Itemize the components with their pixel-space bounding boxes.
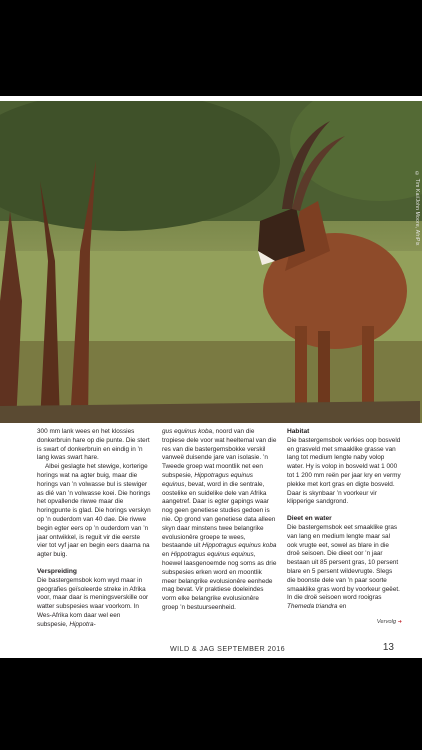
paragraph: Albei geslagte het stewige, korterige horings wat na agter buig, maar die horings van ’n volwasse bul is stewiger as dié van ’n volwasse koei. Die horings het opvallende riwwe maar die horingpunte is glad. Die horings verskyn op ’n ouderdom van 40 dae. Die riwwe begin egter eers op ’n ouderdom van ’n jaar ontwikkel, is reguit vir die eerste vier tot vyf jaar en begin eers daarna na agter buig. [37,463,151,559]
antelope-leg-3 [362,326,374,411]
heading-verspreiding: Verspreiding [37,567,77,575]
heading-habitat: Habitat [287,428,310,435]
page-number: 13 [382,642,394,653]
heading-dieet-en-water: Dieet en water [287,515,332,523]
antelope-leg [295,326,307,411]
column-3 [287,428,402,625]
column-2 [162,428,277,613]
paragraph: Die bastergemsbok eet smaaklike gras van lang en medium lengte maar sal ook vrugte eet, sowel as blare in die droë seisoen. Die dieet oor ’n jaar bestaan uit 85 persent gras, 10 persent blare en 5 persent wildevrugte. Slegs die boonste dele van ’n paar soorte smaaklike gras word by voorkeur geëet. In die droë seisoen word rooigras Themeda triandra en [287,523,400,611]
magazine-page [0,96,422,658]
photo-illustration [0,101,422,423]
photo-credit: © Tim Kai/John Moore, AfriPix [414,171,420,246]
paragraph: Die bastergemsbok kom wyd maar in geografies geïsoleerde streke in Afrika voor, maar daar is meningsverskille oor watter subspesies waar voorkom. In Wes-Afrika kom daar wel een subspesie, Hippotra- [37,576,149,628]
paragraph: gus equinus koba, noord van die tropiese dele voor wat heeltemal van die res van die bastergemsbokke verskil vanweë duisende jare van isolasie. ’n Tweede groep wat moontlik net een subspesie, Hippotragus equinus equinus, bevat, word in die sentrale, oostelike en suidelike dele van Afrika aangetref. Daar is egter gapings waar nog geen genetiese studies gedoen is nie. Op grond van genetiese data alleen skyn daar minstens twee belangrike evolusionêre groepe te wees, bestaande uit Hippotragus equinus koba en Hippotragus equinus equinus, hoewel laasgenoemde nog soms as drie subspesies erken word en moontlik meer belangrike evolusionêre eenhede mag bevat. Vir praktiese doeleindes vorm elke belangrike evolusionêre groep ’n bestuurseenheid. [162,428,277,611]
continued-marker: Vervolg ➜ [376,618,402,625]
paragraph: 300 mm lank wees en het klossies donkerbruin hare op die punte. Die stert is swart of donkerbruin en eindig in ’n lang kwas swart hare. [37,428,150,462]
antelope-leg-2 [318,331,330,411]
sable-antelope-photo [0,101,422,423]
paragraph: Die bastergemsbok verkies oop bosveld en grasveld met smaaklike grasse van lang tot medium lengte naby volop water. Hy is volop in bosveld wat 1 000 tot 1 200 mm reën per jaar kry en vermy plekke met kort gras en digte bosveld. Daar is skynbaar ’n voorkeur vir klipperige sandgrond. [287,436,401,506]
page-footer [0,644,422,658]
column-1 [37,428,152,628]
magazine-issue: WILD & JAG SEPTEMBER 2016 [170,644,286,653]
continue-arrow-icon: ➜ [397,618,402,625]
article-columns [37,428,403,628]
